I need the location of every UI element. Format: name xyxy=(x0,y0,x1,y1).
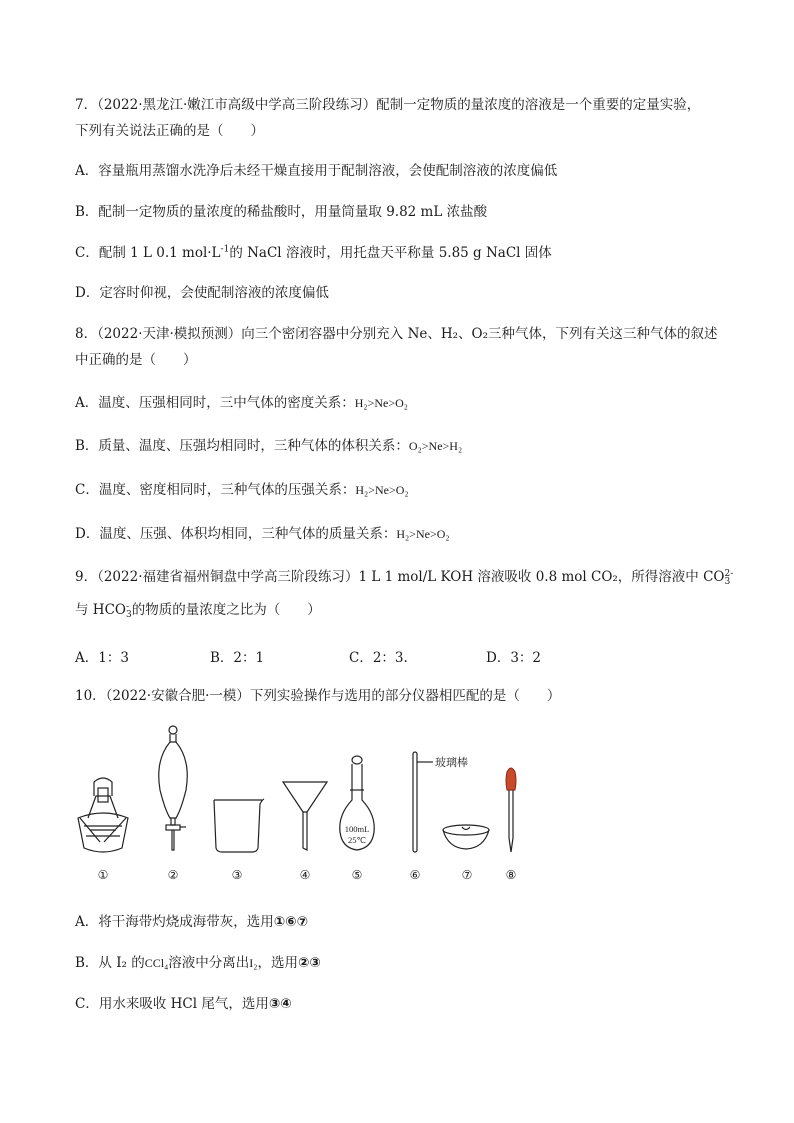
q8-option-b-relation: O₂>Ne>H₂ xyxy=(408,439,463,453)
q9-co3-sub: 3 xyxy=(724,576,731,587)
q10-option-a xyxy=(75,913,308,931)
q9-stem-line2-pre: 与 HCO xyxy=(75,602,126,618)
q10-option-b-post: ，选用 xyxy=(257,955,298,971)
q7-option-c-pre: C．配制 1 L 0.1 mol·L xyxy=(75,245,221,261)
glass-rod-label: 玻璃棒 xyxy=(435,756,468,769)
q7-option-a: A．容量瓶用蒸馏水洗净后未经干燥直接用于配制溶液，会使配制溶液的浓度偏低 xyxy=(75,163,558,179)
q9-stem-line1-text: 9．（2022·福建省福州铜盘中学高三阶段练习）1 L 1 mol/L KOH 溶液吸收 0.8 mol CO₂，所得溶液中 CO xyxy=(75,569,725,585)
q7-stem-line1: 7．（2022·黑龙江·嫩江市高级中学高三阶段练习）配制一定物质的量浓度的溶液是一个重要的定量实验， xyxy=(75,97,701,113)
q10-option-a-text: A．将干海带灼烧成海带灰，选用 xyxy=(75,914,274,930)
evaporating-dish-icon xyxy=(443,825,489,849)
caption-8: ⑧ xyxy=(505,868,517,882)
q9-option-b: B．2：1 xyxy=(210,650,265,666)
q10-option-b-selection: ②③ xyxy=(297,955,321,971)
q8-option-b-text: B．质量、温度、压强均相同时，三种气体的体积关系： xyxy=(75,438,409,454)
funnel-icon xyxy=(283,782,327,850)
q10-option-c xyxy=(75,995,292,1013)
q10-stem: 10．（2022·安徽合肥·一模）下列实验操作与选用的部分仪器相匹配的是（ ） xyxy=(75,688,561,704)
q8-option-c-text: C．温度、密度相同时，三种气体的压强关系： xyxy=(75,482,356,498)
beaker-icon xyxy=(214,799,264,852)
q7-option-c-sup: -1 xyxy=(220,244,230,255)
q8-option-a-text: A．温度、压强相同时，三中气体的密度关系： xyxy=(75,395,355,411)
q9-option-d: D．3：2 xyxy=(486,650,542,666)
q7-stem-line2: 下列有关说法正确的是（ ） xyxy=(75,123,264,139)
q8-option-c-relation: H₂>Ne>O₂ xyxy=(355,483,409,497)
dropper-bulb-icon xyxy=(506,768,516,790)
q10-option-b-mid: 溶液中分离出 xyxy=(168,955,250,971)
glass-rod-icon xyxy=(413,752,433,852)
q10-option-b xyxy=(75,954,321,972)
q9-option-a: A．1：3 xyxy=(75,650,129,666)
q9-co3-charge: 2- xyxy=(724,568,734,579)
caption-2: ② xyxy=(167,868,179,882)
q7-option-c-post: 的 NaCl 溶液时，用托盘天平称量 5.85 g NaCl 固体 xyxy=(229,245,552,261)
q8-stem-line2: 中正确的是（ ） xyxy=(75,352,197,368)
flask-temp-label: 25℃ xyxy=(347,835,367,845)
caption-1: ① xyxy=(97,868,109,882)
q10-option-a-selection: ①⑥⑦ xyxy=(273,914,309,930)
q8-option-d-text: D．温度、压强、体积均相同，三种气体的质量关系： xyxy=(75,526,397,542)
dropper-icon xyxy=(507,790,515,852)
q10-option-b-pre: B．从 I₂ 的 xyxy=(75,955,145,971)
q8-option-a-relation: H₂>Ne>O₂ xyxy=(354,396,408,410)
caption-5: ⑤ xyxy=(351,868,363,882)
caption-6: ⑥ xyxy=(409,868,421,882)
q10-option-b-solvent: CCl₄ xyxy=(144,956,169,970)
caption-7: ⑦ xyxy=(461,868,473,882)
q7-option-d: D．定容时仰视，会使配制溶液的浓度偏低 xyxy=(75,285,329,301)
q9-stem-line2-post: 的物质的量浓度之比为（ ） xyxy=(131,602,321,618)
q9-hco3-charge: - xyxy=(125,601,130,612)
flask-volume-label: 100mL xyxy=(344,824,370,834)
q8-stem-line1: 8．（2022·天津·模拟预测）向三个密闭容器中分别充入 Ne、H₂、O₂三种气体，下列有关这三种气体的叙述 xyxy=(75,326,718,342)
q9-hco3-sub: 3 xyxy=(125,609,132,620)
q7-option-b: B．配制一定物质的量浓度的稀盐酸时，用量筒量取 9.82 mL 浓盐酸 xyxy=(75,204,488,220)
q10-option-b-iodine: I₂ xyxy=(249,956,258,970)
separatory-funnel-icon xyxy=(159,726,188,850)
q10-option-c-selection: ③④ xyxy=(268,996,292,1012)
caption-4: ④ xyxy=(299,868,311,882)
q8-option-d-relation: H₂>Ne>O₂ xyxy=(396,527,450,541)
caption-3: ③ xyxy=(231,868,243,882)
q9-option-c: C．2：3. xyxy=(349,650,408,666)
crucible-tripod-icon xyxy=(78,778,128,852)
q10-option-c-text: C．用水来吸收 HCl 尾气，选用 xyxy=(75,996,269,1012)
